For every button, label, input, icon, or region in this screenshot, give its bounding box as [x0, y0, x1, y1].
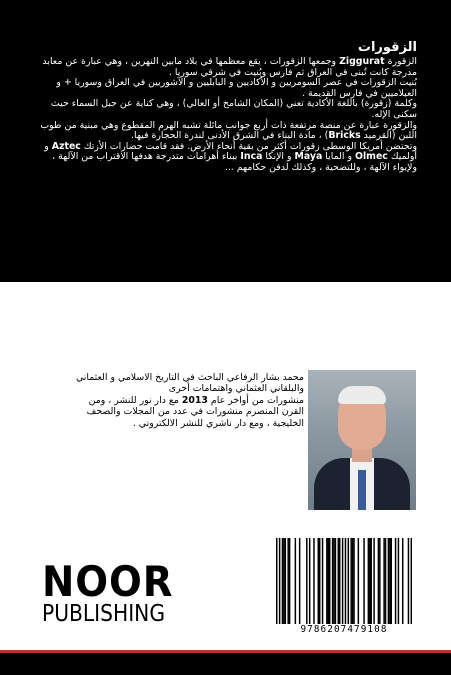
barcode-bar [283, 538, 284, 624]
barcode-bar [379, 538, 380, 624]
author-photo [308, 370, 416, 510]
barcode-bar [352, 538, 353, 624]
barcode-bars [276, 538, 412, 624]
barcode-bar [370, 538, 371, 624]
description-paragraph: وكلمة (زقورة) باللغة الأكادية تعني (المكان الشامخ أو العالي) ، وهي كناية عن جبل السماء حيث سكنى الإله. [50, 98, 417, 120]
barcode-bar [353, 538, 354, 624]
barcode-bar [299, 538, 300, 624]
book-title: الزقورات [357, 40, 417, 55]
barcode-bar [385, 538, 386, 624]
publisher-logo-noor: NOOR [42, 557, 174, 606]
barcode-bar [363, 538, 364, 624]
barcode-bar [326, 538, 327, 624]
bio-paragraph: محمد بشار الرفاعي الباحث في التاريخ الاسلامي و العثماني والبلقاني العثماني واهتمامات أخرى [75, 372, 304, 395]
bio-paragraph: منشورات من أواخر عام 2013 مع دار نور للنشر ، ومن القرن المنصرم منشورات في عدد من المجلات والصحف الخليجية ، ومع دار ناشري للنشر الالكتروني . [86, 394, 304, 429]
barcode-bar [402, 538, 403, 624]
bottom-band [0, 650, 451, 675]
barcode-bar [313, 538, 314, 624]
description-paragraph: والزقورة عبارة عن منصة مرتفعة ذات أربع جوانب مائلة تشبه الهرم المقطوع وهي مبنية من طوب اللبن (القرميد Bricks) ، مادة البناء في الشرق الأدنى لندرة الحجارة فيها. [40, 119, 417, 142]
barcode-bar [279, 538, 280, 624]
barcode-bar [333, 538, 334, 624]
barcode-bar [391, 538, 392, 624]
publisher-logo [42, 557, 212, 627]
barcode-bar [358, 538, 359, 624]
barcode-bar [345, 538, 346, 624]
barcode-bar [388, 538, 389, 624]
barcode-bar [319, 538, 320, 624]
barcode-bar [368, 538, 369, 624]
barcode-bar [383, 538, 384, 624]
barcode-bar [389, 538, 390, 624]
barcode-bar [276, 538, 277, 624]
barcode-bar [369, 538, 370, 624]
barcode-bar [373, 538, 374, 624]
barcode-bar [342, 538, 343, 624]
barcode-bar [306, 538, 307, 624]
barcode-bar [318, 538, 319, 624]
description-panel [0, 0, 451, 282]
barcode-bar [329, 538, 330, 624]
publisher-logo-publishing: PUBLISHING [42, 601, 166, 627]
back-cover-description [30, 57, 417, 174]
barcode-bar [398, 538, 399, 624]
accent-stripe [0, 650, 451, 653]
barcode-bar [295, 538, 296, 624]
barcode-bar [309, 538, 310, 624]
barcode-bar [411, 538, 412, 624]
barcode-bar [408, 538, 409, 624]
barcode-bar [289, 538, 290, 624]
isbn-barcode [272, 538, 416, 636]
barcode-bar [335, 538, 336, 624]
barcode-bar [285, 538, 286, 624]
barcode-bar [322, 538, 323, 624]
barcode-bar [395, 538, 396, 624]
description-paragraph: الزقورة Ziggurat وجمعها الزقورات ، يقع معظمها في بلاد مابين النهرين ، وهي عبارة عن معابد مدرجة كانت تُبنى في العراق ثم فارس وبُنيت في شرقي سوريا . [42, 56, 417, 78]
barcode-bar [378, 538, 379, 624]
description-paragraph: بُنيت الزقورات في عصر السومريين و الأكاديين و البابليين و الآشوريين في العراق وسوريا + و العيلاميين في فارس القديمة . [56, 77, 417, 99]
barcode-bar [338, 538, 339, 624]
description-paragraph: وتحتضن أمريكا الوسطى زقورات أكثر من بقية أنحاء الأرض. فقد قامت حضارات الأزتك Aztec و أولميك Olmec و المايا Maya و الإنكا Inca ببناء أهرامات متدرجة هدفها الاقتراب من الآلهة ، ولإيواء الآلهة ، وللتضحية ، وكذلك لدفن حكامهم ... [44, 140, 417, 173]
barcode-bar [339, 538, 340, 624]
author-bio [72, 372, 304, 429]
barcode-bar [282, 538, 283, 624]
barcode-bar [328, 538, 329, 624]
isbn-number: 9786207479108 [300, 624, 388, 635]
barcode-bar [287, 538, 288, 624]
barcode-bar [332, 538, 333, 624]
barcode-bar [348, 538, 349, 624]
barcode-bar [350, 538, 351, 624]
